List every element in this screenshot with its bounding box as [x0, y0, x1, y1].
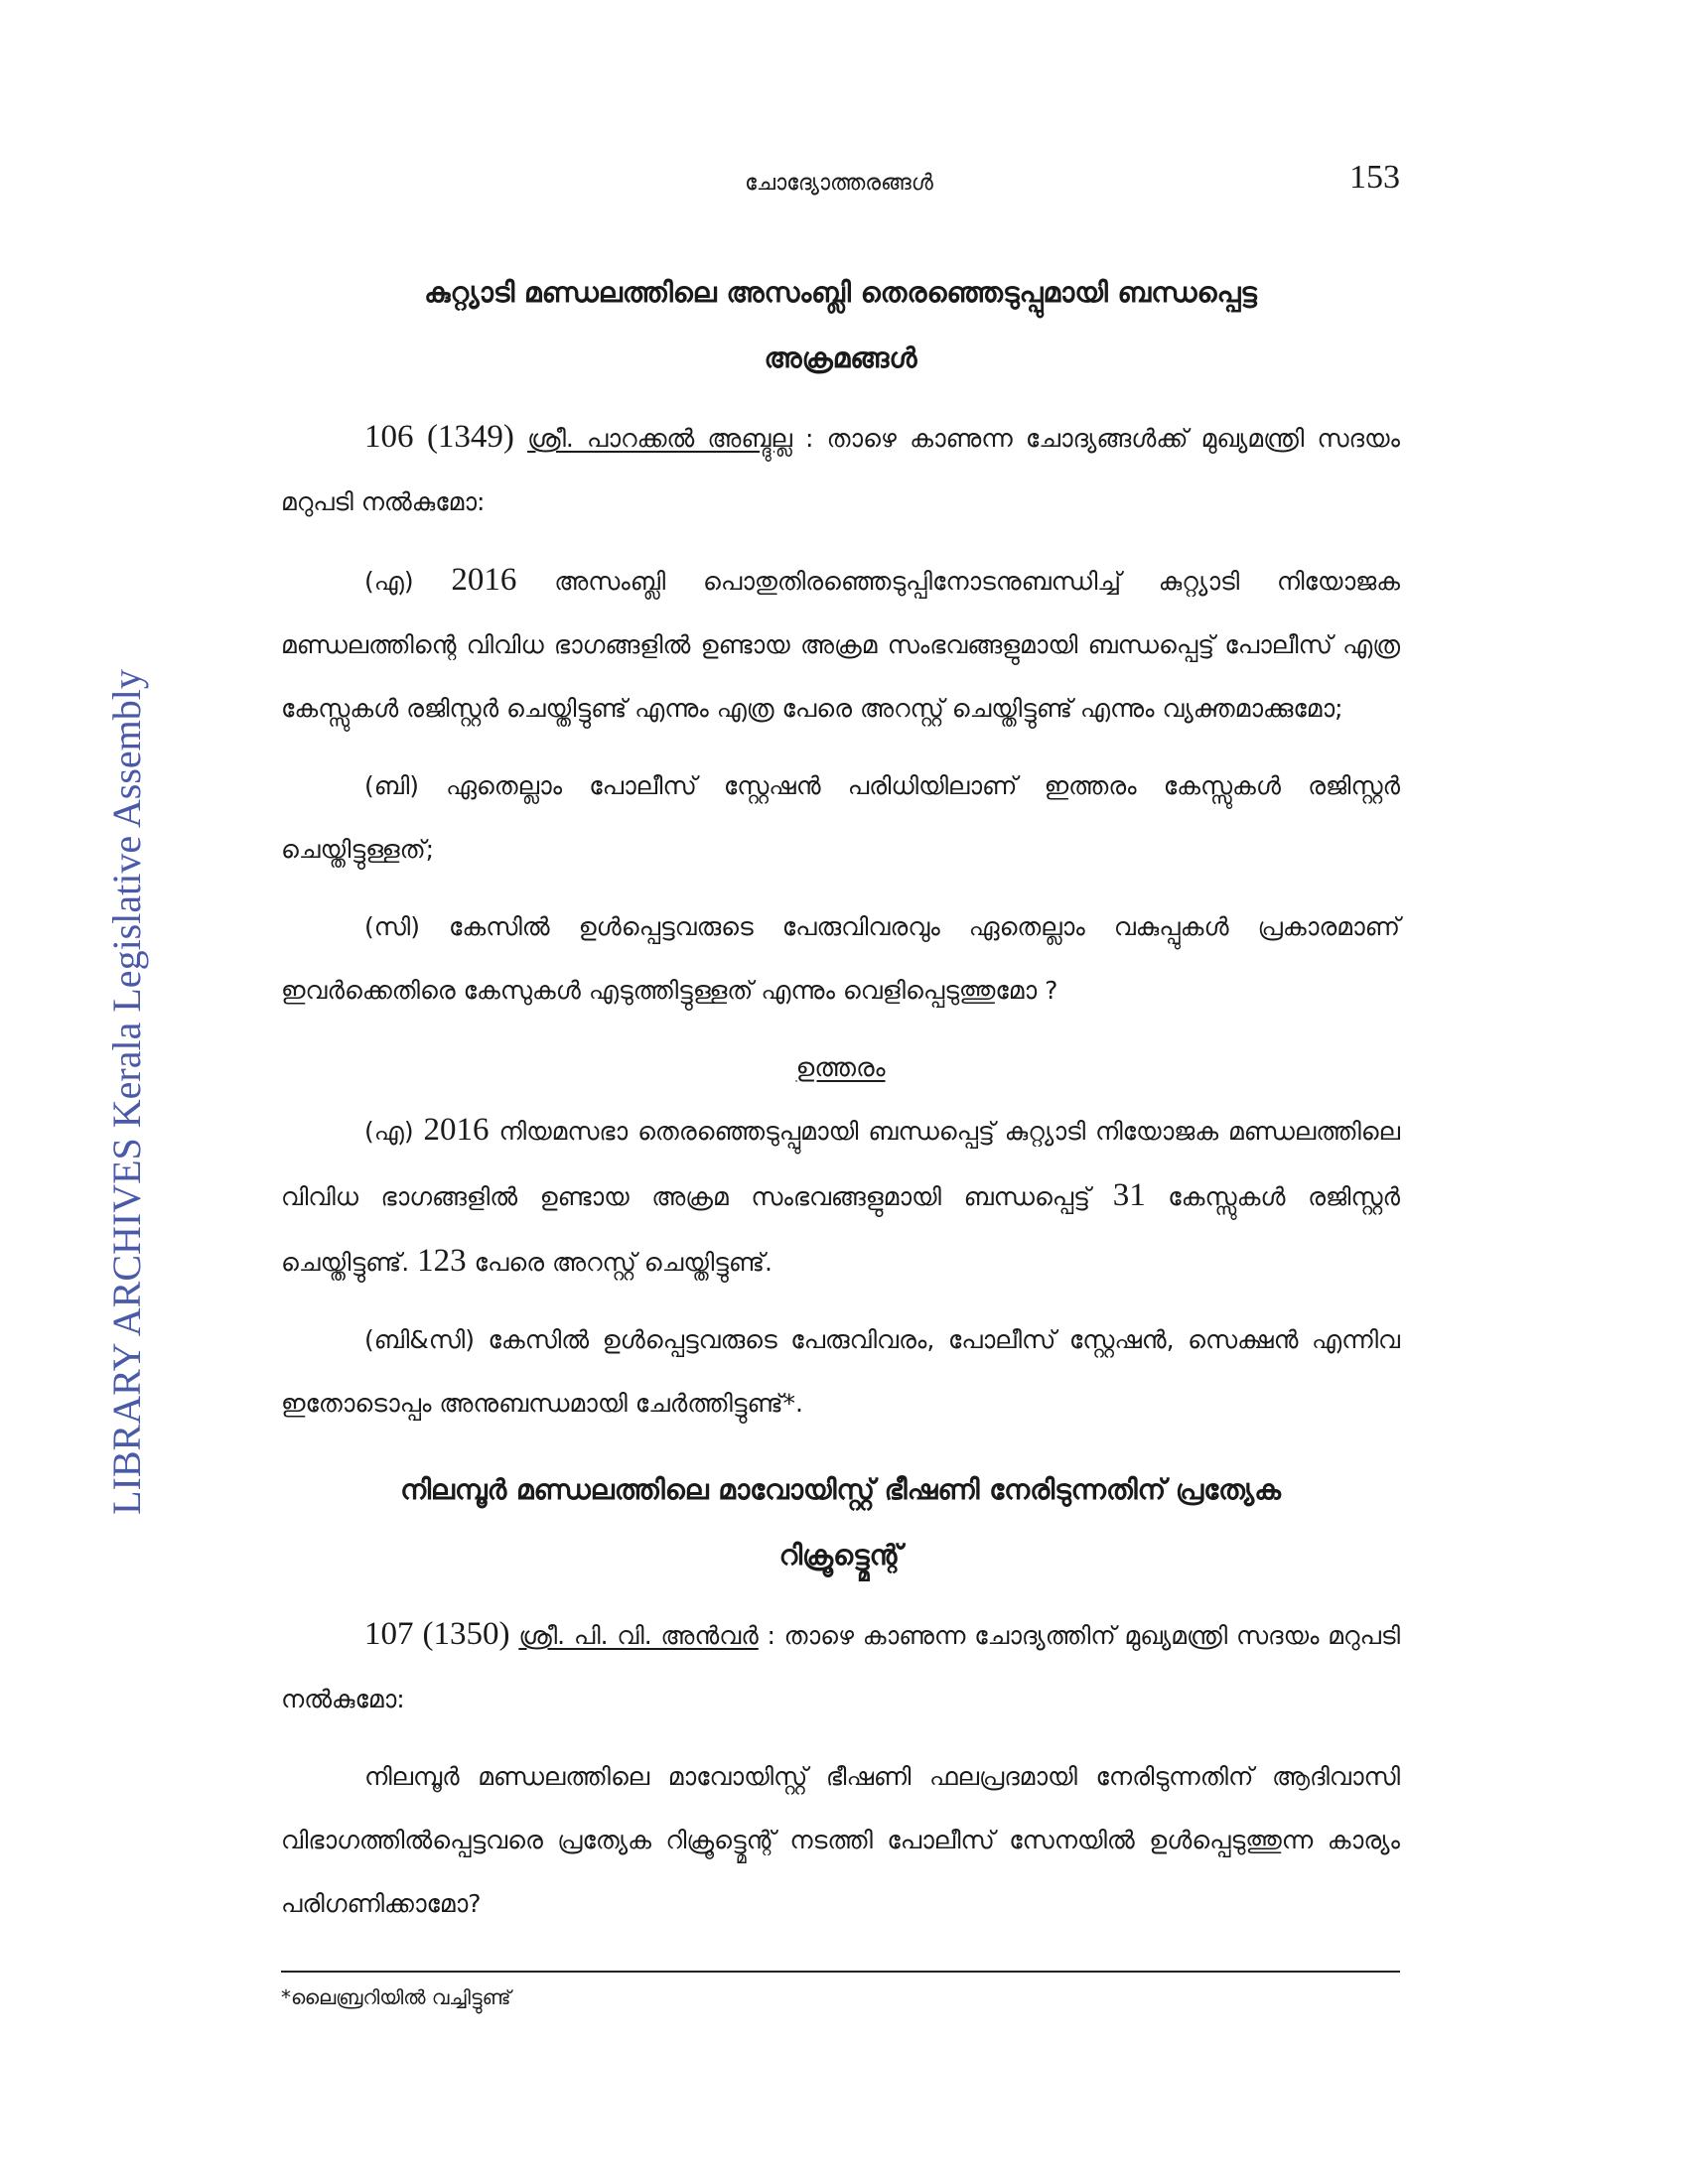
case-count: 31 — [1112, 1177, 1146, 1213]
library-archives-watermark: LIBRARY ARCHIVES Kerala Legislative Assembly — [104, 669, 149, 1515]
intro-text: : താഴെ കാണുന്ന ചോദ്യങ്ങൾക്ക് മുഖ്യമന്ത്രി സദയം മറുപടി നൽകുമോ: — [281, 424, 1400, 516]
answer-part-a — [281, 1098, 1400, 1295]
footnote-divider — [281, 1971, 1400, 1973]
question-106-intro — [281, 405, 1400, 534]
question-number: 107 (1350) — [364, 1616, 510, 1652]
question-106-part-b: (ബി) ഏതെല്ലാം പോലീസ് സ്റ്റേഷൻ പരിധിയിലാണ് ഇത്തരം കേസ്സുകൾ രജിസ്റ്റർ ചെയ്തിട്ടുള്ളത്; — [281, 771, 1400, 864]
year: 2016 — [451, 562, 517, 598]
intro-text: : താഴെ കാണുന്ന ചോദ്യത്തിന് മുഖ്യമന്ത്രി സദയം മറുപടി നൽകുമോ: — [281, 1621, 1400, 1713]
answer-part-bc: (ബി&സി) കേസിൽ ഉൾപ്പെട്ടവരുടെ പേരുവിവരം, പോലീസ് സ്റ്റേഷൻ, സെക്ഷൻ എന്നിവ ഇതോടൊപ്പം അനുബന്ധമായി ചേർത്തിട്ടുണ്ട്*. — [281, 1325, 1400, 1418]
question-106-part-c: (സി) കേസിൽ ഉൾപ്പെട്ടവരുടെ പേരുവിവരവും ഏതെല്ലാം വകുപ്പുകൾ പ്രകാരമാണ് ഇവർക്കെതിരെ കേസുകൾ എടുത്തിട്ടുള്ളത് എന്നും വെളിപ്പെടുത്തുമോ ? — [281, 912, 1400, 1005]
part-text: അസംബ്ലി പൊതുതിരഞ്ഞെടുപ്പിനോടനുബന്ധിച്ച് കുറ്റ്യാടി നിയോജക മണ്ഡലത്തിന്റെ വിവിധ ഭാഗങ്ങളിൽ ഉണ്ടായ അക്രമ സംഭവങ്ങളുമായി ബന്ധപ്പെട്ട് പോലീസ് എത്ര കേസ്സുകൾ രജിസ്റ്റർ ചെയ്തിട്ടുണ്ട് എന്നും എത്ര പേരെ അറസ്റ്റ് ചെയ്തിട്ടുണ്ട് എന്നും വ്യക്തമാക്കുമോ; — [281, 567, 1400, 723]
page-content — [281, 260, 1400, 1936]
question-106 — [281, 260, 1400, 1435]
answer-text: കേസ്സുകൾ രജിസ്റ്റർ ചെയ്തിട്ടുണ്ട്. — [281, 1182, 1401, 1277]
arrest-count: 123 — [417, 1243, 467, 1279]
part-label: (എ) — [364, 1117, 414, 1146]
running-title: ചോദ്യോത്തരങ്ങൾ — [745, 171, 933, 196]
question-number: 106 (1349) — [364, 419, 514, 455]
question-107-title-line2: റിക്രൂട്ട്മെന്റ് — [778, 1539, 903, 1571]
question-107-intro — [281, 1602, 1400, 1731]
page-number: 153 — [1349, 159, 1400, 196]
footnote: *ലൈബ്രറിയിൽ വച്ചിട്ടുണ്ട് — [281, 1985, 511, 2009]
running-header — [278, 159, 1400, 208]
member-name: ശ്രീ. പാറക്കൽ അബ്ദുല്ല — [527, 424, 792, 453]
answer-heading-text: ഉത്തരം — [795, 1053, 886, 1083]
part-label: (എ) — [364, 567, 414, 596]
question-107-title-line1: നിലമ്പൂർ മണ്ഡലത്തിലെ മാവോയിസ്റ്റ് ഭീഷണി നേരിടുന്നതിന് പ്രത്യേക — [400, 1473, 1281, 1506]
member-name: ശ്രീ. പി. വി. അൻവർ — [518, 1621, 759, 1650]
question-106-title-line1: കുറ്റ്യാടി മണ്ഡലത്തിലെ അസംബ്ലി തെരഞ്ഞെടുപ്പുമായി ബന്ധപ്പെട്ട — [424, 276, 1257, 309]
question-106-part-a — [281, 548, 1400, 741]
year: 2016 — [423, 1112, 490, 1148]
answer-heading — [281, 1038, 1400, 1098]
question-107 — [281, 1457, 1400, 1936]
answer-text: നിയമസഭാ തെരഞ്ഞെടുപ്പുമായി ബന്ധപ്പെട്ട് കുറ്റ്യാടി നിയോജക മണ്ഡലത്തിലെ വിവിധ ഭാഗങ്ങളിൽ ഉണ്ടായ അക്രമ സംഭവങ്ങളുമായി ബന്ധപ്പെട്ട് — [281, 1117, 1401, 1211]
question-106-title-line2: അക്രമങ്ങൾ — [764, 341, 917, 374]
question-107-text: നിലമ്പൂർ മണ്ഡലത്തിലെ മാവോയിസ്റ്റ് ഭീഷണി ഫലപ്രദമായി നേരിടുന്നതിന് ആദിവാസി വിഭാഗത്തിൽപ്പെട്ടവരെ പ്രത്യേക റിക്രൂട്ട്മെന്റ് നടത്തി പോലീസ് സേനയിൽ ഉൾപ്പെടുത്തുന്ന കാര്യം പരിഗണിക്കാമോ? — [281, 1762, 1400, 1918]
answer-text: പേരെ അറസ്റ്റ് ചെയ്തിട്ടുണ്ട്. — [474, 1248, 773, 1277]
